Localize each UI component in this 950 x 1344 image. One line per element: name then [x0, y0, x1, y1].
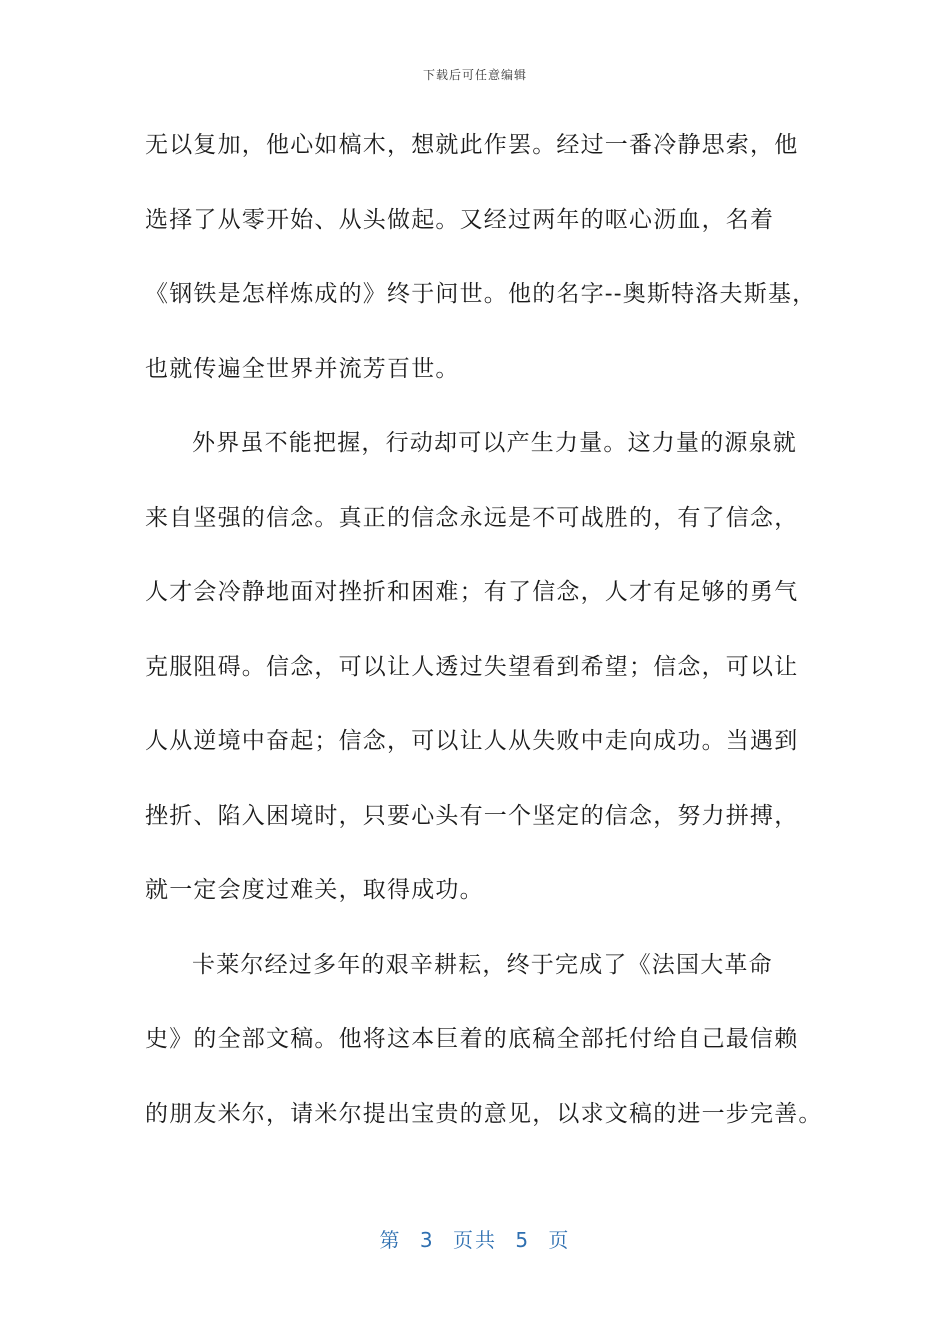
- text-line: 来自坚强的信念。真正的信念永远是不可战胜的，有了信念，: [145, 504, 799, 531]
- page-header: 下载后可任意编辑: [422, 68, 527, 82]
- paragraph-start-line: 外界虽不能把握，行动却可以产生力量。这力量的源泉就: [192, 430, 797, 456]
- text-line: 人才会冷静地面对挫折和困难；有了信念，人才有足够的勇气: [145, 579, 799, 605]
- document-body: [145, 108, 825, 1151]
- text-line: 的朋友米尔，请米尔提出宝贵的意见，以求文稿的进一步完善。: [145, 1100, 823, 1127]
- text-line: 挫折、陷入困境时，只要心头有一个坚定的信念，努力拼搏，: [145, 802, 799, 829]
- text-line: 《钢铁是怎样炼成的》终于问世。他的名字--奥斯特洛夫斯基，: [145, 281, 817, 307]
- text-line: 也就传遍全世界并流芳百世。: [145, 355, 460, 382]
- text-line: 就一定会度过难关，取得成功。: [145, 877, 484, 903]
- text-line: 人从逆境中奋起；信念，可以让人从失败中走向成功。当遇到: [145, 728, 799, 754]
- paragraph-start-line: 卡莱尔经过多年的艰辛耕耘，终于完成了《法国大革命: [192, 951, 773, 978]
- text-line: 无以复加，他心如槁木，想就此作罢。经过一番冷静思索，他: [145, 132, 799, 158]
- text-line: 选择了从零开始、从头做起。又经过两年的呕心沥血，名着: [145, 206, 775, 233]
- text-line: 史》的全部文稿。他将这本巨着的底稿全部托付给自己最信赖: [145, 1026, 799, 1052]
- page-number-footer: 第 3 页共 5 页: [379, 1228, 571, 1252]
- text-line: 克服阻碍。信念，可以让人透过失望看到希望；信念，可以让: [145, 653, 799, 680]
